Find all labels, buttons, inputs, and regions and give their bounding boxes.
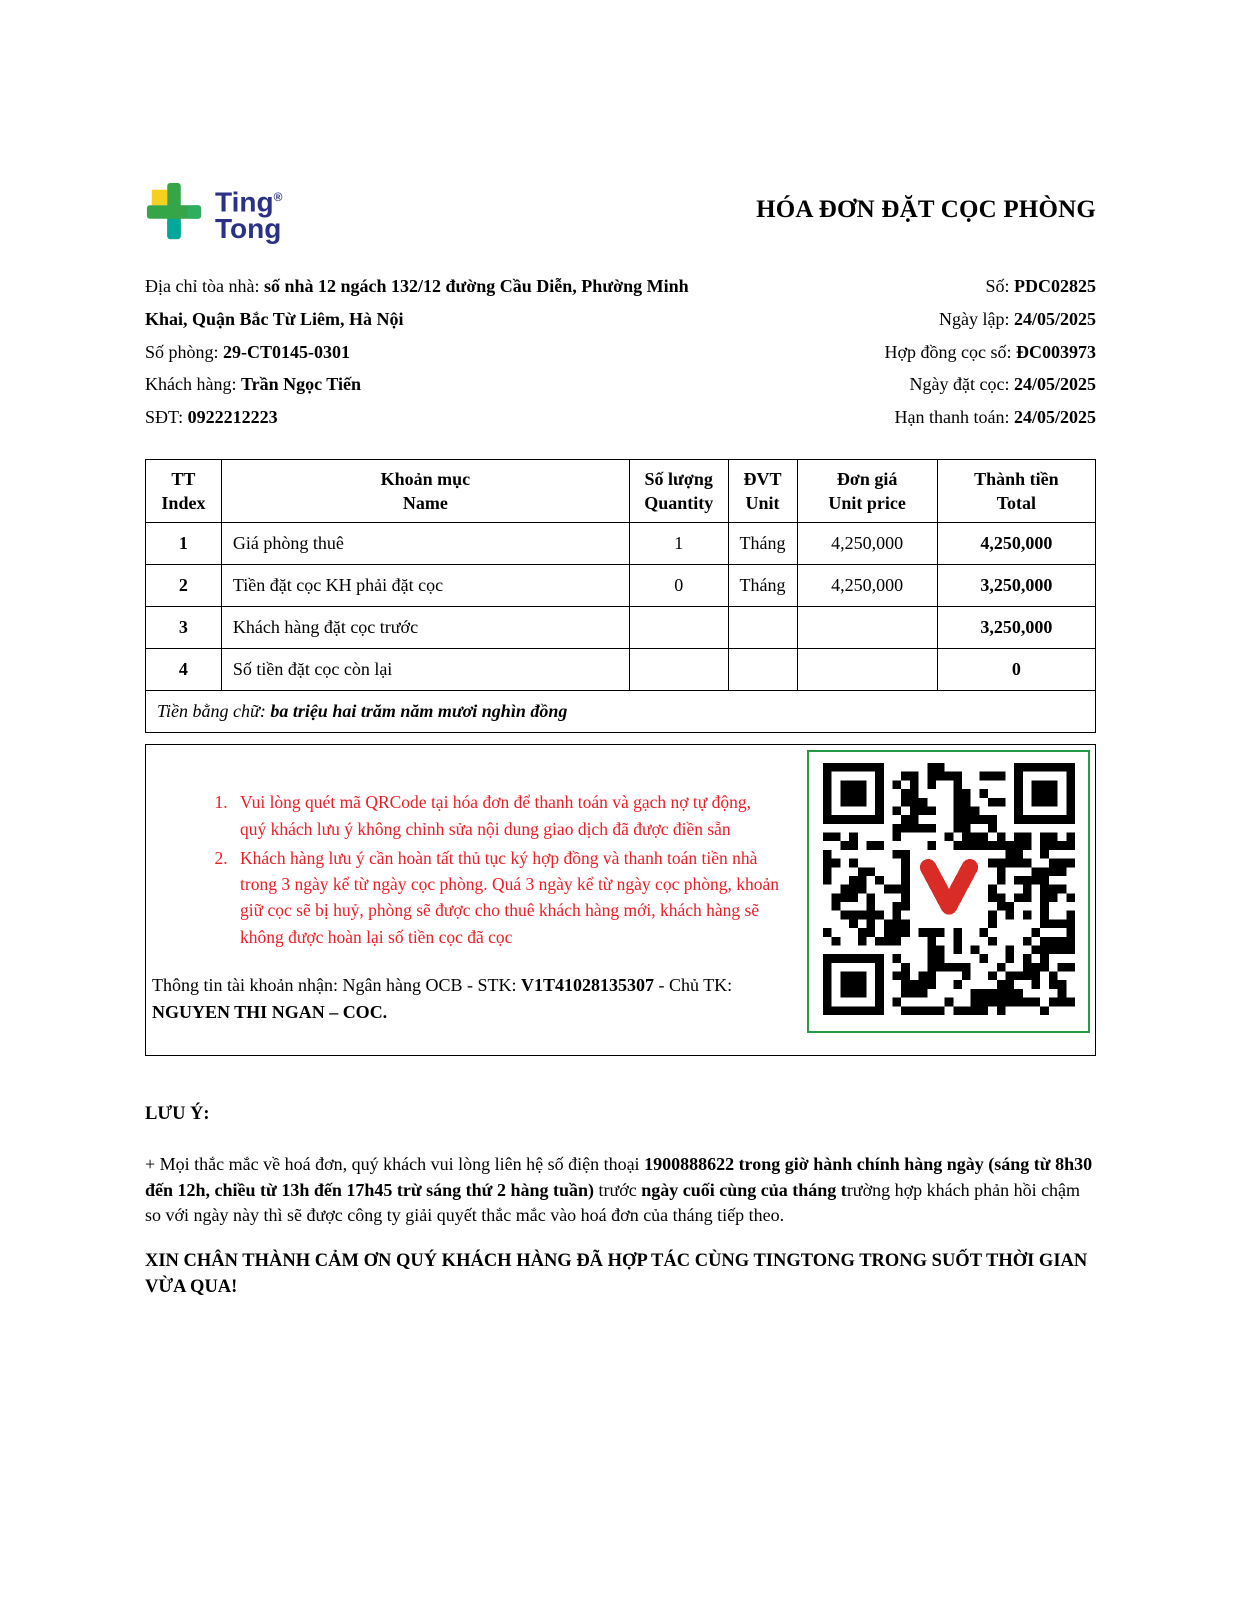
cell-unit xyxy=(728,607,797,649)
cell-total: 0 xyxy=(937,649,1095,691)
room-number: Số phòng: 29-CT0145-0301 xyxy=(145,341,351,362)
deposit-contract-number: Hợp đồng cọc số: ĐC003973 xyxy=(884,341,1096,362)
thank-you-message: XIN CHÂN THÀNH CẢM ƠN QUÝ KHÁCH HÀNG ĐÃ HỢP TÁC CÙNG TINGTONG TRONG SUỐT THỜI GIAN VỪA QUA! xyxy=(145,1250,1088,1298)
payment-instruction-item: 1. Vui lòng quét mã QRCode tại hóa đơn để thanh toán và gạch nợ tự động, quý khách lưu ý không chỉnh sửa nội dung giao dịch đã được điền sẵn xyxy=(232,789,781,842)
header-total: Thành tiền Total xyxy=(937,459,1095,523)
payment-qr-code-icon xyxy=(823,763,1075,1020)
payment-notes xyxy=(146,745,807,1055)
cell-unit-price xyxy=(797,607,937,649)
customer-info-column xyxy=(145,270,710,434)
invoice-number: Số: PDC02825 xyxy=(985,276,1096,296)
cell-index: 3 xyxy=(146,607,222,649)
cell-index: 4 xyxy=(146,649,222,691)
registered-trademark-icon: ® xyxy=(273,190,283,204)
table-row xyxy=(146,565,1096,607)
issue-date: Ngày lập: 24/05/2025 xyxy=(939,308,1096,329)
tingtong-logo-icon xyxy=(145,180,203,244)
notice-title: LƯU Ý: xyxy=(145,1104,210,1125)
cell-name: Số tiền đặt cọc còn lại xyxy=(221,649,629,691)
tingtong-logo xyxy=(145,180,282,244)
invoice-info xyxy=(145,270,1096,434)
table-row xyxy=(146,649,1096,691)
notice-paragraph: + Mọi thắc mắc về hoá đơn, quý khách vui lòng liên hệ số điện thoại 1900888622 trong giờ hành chính hàng ngày (sáng từ 8h30 đến 12h, chiều từ 13h đến 17h45 trừ sáng thứ 2 hàng tuần) trước ngày cuối cùng của tháng trường hợp khách phản hồi chậm so với ngày này thì sẽ được công ty giải quyết thắc mắc vào hoá đơn của tháng tiếp theo. xyxy=(145,1154,1093,1226)
bank-account-info: Thông tin tài khoản nhận: Ngân hàng OCB - STK: V1T41028135307 - Chủ TK: NGUYEN THI NGAN – COC. xyxy=(152,974,733,1022)
cell-total: 3,250,000 xyxy=(937,607,1095,649)
cell-name: Khách hàng đặt cọc trước xyxy=(221,607,629,649)
header-quantity: Số lượng Quantity xyxy=(629,459,728,523)
cell-name: Tiền đặt cọc KH phải đặt cọc xyxy=(221,565,629,607)
table-row xyxy=(146,607,1096,649)
cell-quantity xyxy=(629,649,728,691)
payment-qr-frame xyxy=(807,750,1090,1033)
header-index: TT Index xyxy=(146,459,222,523)
payment-due-date: Hạn thanh toán: 24/05/2025 xyxy=(894,407,1096,427)
logo-word-tong: Tong xyxy=(215,213,282,245)
cell-unit xyxy=(728,649,797,691)
header-unit: ĐVT Unit xyxy=(728,459,797,523)
invoice-items-table xyxy=(145,459,1096,734)
header-name: Khoản mục Name xyxy=(221,459,629,523)
cell-total: 3,250,000 xyxy=(937,565,1095,607)
deposit-date: Ngày đặt cọc: 24/05/2025 xyxy=(909,374,1096,395)
cell-index: 1 xyxy=(146,523,222,565)
logo-word-ting: Ting xyxy=(215,186,274,218)
payment-instruction-item: 2. Khách hàng lưu ý cần hoàn tất thủ tục ký hợp đồng và thanh toán tiền nhà trong 3 ngày kể từ ngày cọc phòng. Quá 3 ngày kể từ ngày cọc phòng, khoản giữ cọc sẽ bị huỷ, phòng sẽ được cho thuê khách hàng mới, khách hàng sẽ không được hoàn lại số tiền cọc đã cọc xyxy=(232,845,781,950)
cell-quantity: 1 xyxy=(629,523,728,565)
payment-instructions-list xyxy=(152,789,781,950)
cell-unit-price: 4,250,000 xyxy=(797,565,937,607)
customer-phone: SĐT: 0922212223 xyxy=(145,407,278,427)
header-unit-price: Đơn giá Unit price xyxy=(797,459,937,523)
building-address: Địa chỉ tòa nhà: số nhà 12 ngách 132/12 đường Cầu Diễn, Phường Minh Khai, Quận Bắc Từ Liêm, Hà Nội xyxy=(145,276,689,329)
cell-unit: Tháng xyxy=(728,565,797,607)
logo-wordmark xyxy=(215,184,283,245)
cell-quantity xyxy=(629,607,728,649)
amount-in-words-row xyxy=(146,691,1096,733)
cell-total: 4,250,000 xyxy=(937,523,1095,565)
cell-quantity: 0 xyxy=(629,565,728,607)
cell-unit-price xyxy=(797,649,937,691)
document-title: HÓA ĐƠN ĐẶT CỌC PHÒNG xyxy=(756,196,1096,223)
cell-unit: Tháng xyxy=(728,523,797,565)
customer-name: Khách hàng: Trần Ngọc Tiến xyxy=(145,374,361,395)
cell-unit-price: 4,250,000 xyxy=(797,523,937,565)
amount-in-words: Tiền bằng chữ: ba triệu hai trăm năm mươi nghìn đồng xyxy=(146,691,1096,733)
invoice-meta-column xyxy=(710,270,1096,434)
payment-notes-box xyxy=(145,744,1096,1056)
cell-name: Giá phòng thuê xyxy=(221,523,629,565)
table-row xyxy=(146,523,1096,565)
table-header-row xyxy=(146,459,1096,523)
cell-index: 2 xyxy=(146,565,222,607)
header xyxy=(145,180,1096,244)
